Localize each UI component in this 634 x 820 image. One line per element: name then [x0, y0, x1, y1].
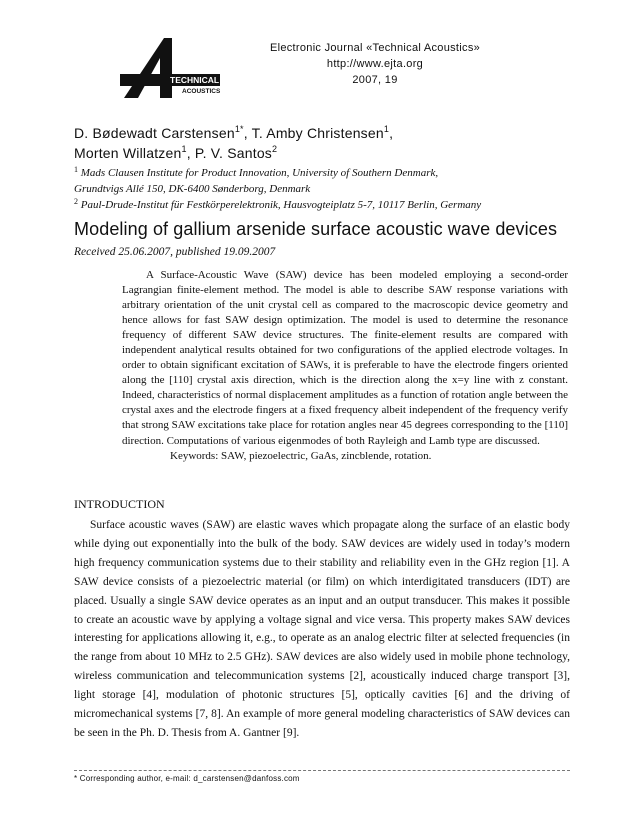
affiliation-1-address: Grundtvigs Allé 150, DK-6400 Sønderborg, Denmark [74, 183, 311, 195]
introduction-body [74, 516, 570, 743]
author-affil-mark: 1* [234, 124, 244, 134]
affiliations [74, 165, 594, 213]
journal-header [200, 40, 550, 88]
affiliation-number: 2 [74, 197, 78, 206]
section-heading: INTRODUCTION [74, 497, 165, 511]
affiliation-number: 1 [74, 165, 78, 174]
author-list [74, 123, 574, 163]
keywords: Keywords: SAW, piezoelectric, GaAs, zincblende, rotation. [170, 449, 432, 462]
logo-text-technical: TECHNICAL [170, 75, 220, 85]
author-name: D. Bødewadt Carstensen [74, 125, 235, 141]
affiliation-1: $^1$ Mads Clausen Institute for Product Innovation, University of Southern Denmark, [74, 165, 439, 179]
abstract [122, 268, 568, 464]
abstract-text: A Surface-Acoustic Wave (SAW) device has been modeled employing a second-order Lagrangian finite-element method. The model is able to describe SAW response variations with arbitrary orientation of the unit crystal cell as compared to the macroscopic device geometry and hence allows for fast SAW design optimization. The model is used to determine the resonance frequency of different SAW device structures. The finite-element results are compared with independent analytical results obtained for two configurations of the applied electrode voltages. In order to obtain significant excitation of SAWs, it is preferable to have the electrode fingers oriented along the [110] crystal axis direction, which is the direction along the x=y line with z constant. Indeed, characteristics of normal displacement amplitudes as a function of rotation angle between the crystal axes and the electrode fingers at a fixed frequency albeit independent of the frequency verify that strong SAW excitations take place for rotation angles near 45 degrees corresponding to the [110] direction. Computations of various eigenmodes of both Rayleigh and Lamb type are discussed. [122, 269, 568, 447]
logo-letter-a [124, 38, 172, 98]
author-name: T. Amby Christensen [251, 125, 384, 141]
author-name: Morten Willatzen [74, 145, 182, 161]
author-affil-mark: 2 [272, 144, 278, 154]
journal-issue: 2007, 19 [352, 74, 398, 86]
logo-text-acoustics: ACOUSTICS [182, 88, 220, 95]
affiliation-2: $^2$ Paul-Drude-Institut für Festkörperelektronik, Hausvogteiplatz 5-7, 10117 Berlin, Germany [74, 197, 482, 211]
journal-url: http://www.ejta.org [326, 58, 424, 70]
received-date: Received 25.06.2007, published 19.09.2007 [74, 246, 276, 258]
footnote-rule [74, 770, 570, 771]
author-affil-mark: 1 [181, 144, 187, 154]
author-name: P. V. Santos [194, 145, 273, 161]
author-separator: , [243, 125, 252, 141]
author-separator: , [186, 145, 195, 161]
paper-title: Modeling of gallium arsenide surface acoustic wave devices [74, 219, 558, 239]
journal-name: Electronic Journal «Technical Acoustics» [269, 42, 481, 54]
author-separator: , [389, 125, 394, 141]
author-affil-mark: 1 [383, 124, 390, 134]
footnote: * Corresponding author, e-mail: d_carstensen@danfoss.com [74, 774, 300, 783]
introduction-paragraph: Surface acoustic waves (SAW) are elastic waves which propagate along the surface of an elastic body while dying out exponentially into the bulk of the body. SAW devices are widely used in today’s modern high frequency communication systems due to their stability and reliability even in the GHz region [1]. A SAW device consists of a piezoelectric material (or film) on which interdigitated transducers (IDT) are placed. Usually a single SAW device operates as an input and an output transducer. This makes it possible to create an acoustic wave by applying a voltage signal and vice versa. This property makes SAW devices interesting for applications allowing it, e.g., to operate as an analog electric filter at selected frequencies (in the range from about 10 MHz to 2.5 GHz). SAW devices are also widely used in mobile phone technology, wireless communication and telecommunication systems [2], acoustically induced charge transport [3], light storage [4], modulation of photonic structures [5], optically cavities [6] and the driving of micromechanical systems [7, 8]. An example of more general modeling characteristics of SAW devices can be seen in the Ph. D. Thesis from A. Gantner [9]. [74, 519, 570, 739]
